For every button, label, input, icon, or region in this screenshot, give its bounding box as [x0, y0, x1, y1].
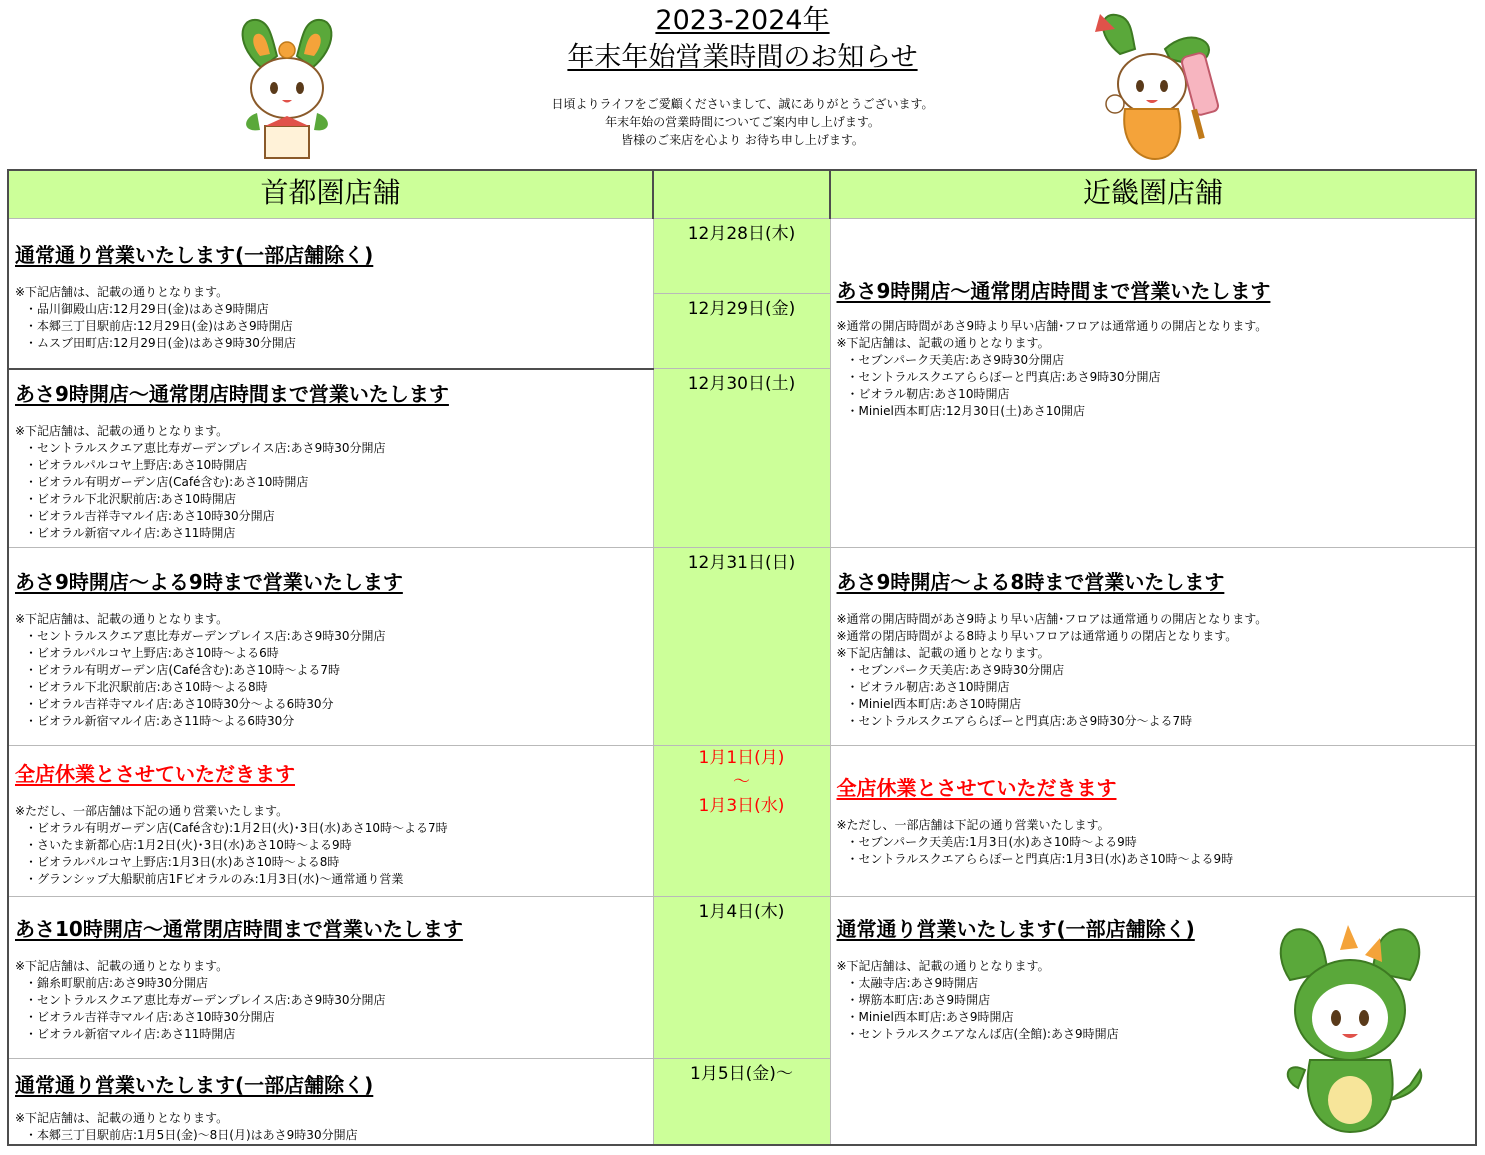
store-item: ・ビオラル有明ガーデン店(Café含む):あさ10時開店: [25, 474, 309, 489]
store-item: ・セブンパーク天美店:あさ9時30分開店: [846, 663, 1065, 677]
store-item: ・Miniel西本町店:12月30日(土)あさ10開店: [846, 404, 1086, 418]
store-item: ・セントラルスクエア恵比寿ガーデンプレイス店:あさ9時30分開店: [25, 629, 386, 643]
block-heading: あさ9時開店～よる8時まで営業いたします: [836, 570, 1225, 594]
date-end: 1月3日(水): [698, 796, 785, 816]
store-item: ・セントラルスクエア恵比寿ガーデンプレイス店:あさ9時30分開店: [25, 993, 386, 1007]
block-note: ※下記店舗は、記載の通りとなります。: [15, 959, 229, 973]
store-item: ・堺筋本町店:あさ9時開店: [846, 993, 991, 1007]
date-cell: 12月31日(日): [653, 548, 830, 746]
store-item: ・ビオラル靭店:あさ10時開店: [846, 680, 1010, 694]
schedule-table: [7, 169, 1477, 1146]
block-heading-closed: 全店休業とさせていただきます: [836, 776, 1117, 800]
block-note: ※下記店舗は、記載の通りとなります。: [15, 612, 229, 626]
title-year: 2023-2024年: [655, 5, 830, 36]
store-item: ・セントラルスクエアららぽーと門真店:1月3日(水)あさ10時～よる9時: [846, 852, 1234, 866]
store-item: ・セントラルスクエアなんば店(全館):あさ9時開店: [846, 1027, 1119, 1041]
store-item: ・ビオラルパルコヤ上野店:1月3日(水)あさ10時～よる8時: [25, 855, 340, 869]
block-heading: あさ9時開店～通常閉店時間まで営業いたします: [836, 279, 1271, 303]
date-cell: 12月30日(土): [653, 369, 830, 548]
store-item: ・ビオラル吉祥寺マルイ店:あさ10時30分開店: [25, 1010, 275, 1024]
column-header-shuto: 首都圏店舗: [8, 170, 653, 219]
kinki-block: [830, 548, 1476, 746]
store-item: ・ビオラルパルコヤ上野店:あさ10時～よる6時: [25, 646, 279, 660]
store-item: ・ビオラルパルコヤ上野店:あさ10時開店: [25, 457, 248, 472]
store-item: ・セントラルスクエアららぽーと門真店:あさ9時30分開店: [846, 370, 1161, 384]
store-item: ・ビオラル有明ガーデン店(Café含む):1月2日(火)･3日(水)あさ10時～よる7時: [25, 821, 448, 835]
shuto-block: [8, 897, 653, 1059]
block-heading: あさ10時開店～通常閉店時間まで営業いたします: [15, 917, 463, 941]
kinki-block: [830, 746, 1476, 897]
mascot-rabbit-hagoita-icon: [1080, 4, 1222, 166]
store-item: ・グランシップ大船駅前店1Fビオラルのみ:1月3日(水)～通常通り営業: [25, 872, 404, 886]
greeting-line: 年末年始の営業時間についてご案内申し上げます。: [605, 115, 880, 129]
store-item: ・ビオラル下北沢駅前店:あさ10時開店: [25, 491, 236, 506]
mascot-dragon-costume-icon: [1270, 910, 1430, 1138]
block-note: ※ただし、一部店舗は下記の通り営業いたします。: [15, 804, 289, 818]
greeting-line: 日頃よりライフをご愛顧くださいまして、誠にありがとうございます。: [551, 97, 934, 111]
store-item: ・Miniel西本町店:あさ9時開店: [846, 1010, 1014, 1024]
store-item: ・さいたま新都心店:1月2日(火)･3日(水)あさ10時～よる9時: [25, 838, 352, 852]
block-note: ※通常の開店時間があさ9時より早い店舗･フロアは通常通りの開店となります。: [836, 612, 1268, 626]
column-header-kinki: 近畿圏店舗: [830, 170, 1476, 219]
store-item: ・本郷三丁目駅前店:12月29日(金)はあさ9時開店: [25, 319, 293, 333]
shuto-block: [8, 548, 653, 746]
store-item: ・ビオラル靭店:あさ10時開店: [846, 387, 1010, 401]
store-item: ・ビオラル新宿マルイ店:あさ11時開店: [25, 1027, 236, 1041]
block-note: ※下記店舗は、記載の通りとなります。: [15, 423, 229, 438]
date-start: 1月1日(月): [698, 748, 785, 768]
page-header: [0, 0, 1485, 168]
store-item: ・品川御殿山店:12月29日(金)はあさ9時開店: [25, 302, 269, 316]
store-item: ・本郷三丁目駅前店:1月5日(金)～8日(月)はあさ9時30分開店: [25, 1128, 358, 1142]
store-item: ・ビオラル有明ガーデン店(Café含む):あさ10時～よる7時: [25, 663, 341, 677]
block-note: ※ただし、一部店舗は下記の通り営業いたします。: [836, 818, 1110, 832]
block-note: ※下記店舗は、記載の通りとなります。: [836, 646, 1050, 660]
store-item: ・セントラルスクエアららぽーと門真店:あさ9時30分～よる7時: [846, 714, 1193, 728]
shuto-block: [8, 219, 653, 369]
page-title: 年末年始営業時間のお知らせ: [567, 42, 918, 73]
block-note: ※下記店舗は、記載の通りとなります。: [836, 959, 1050, 973]
shuto-block: [8, 369, 653, 548]
store-item: ・ビオラル吉祥寺マルイ店:あさ10時30分開店: [25, 508, 275, 523]
date-cell: 12月29日(金): [653, 294, 830, 369]
date-cell-closed: [653, 746, 830, 897]
block-note: ※通常の開店時間があさ9時より早い店舗･フロアは通常通りの開店となります。: [836, 319, 1268, 333]
block-heading: 通常通り営業いたします(一部店舗除く): [836, 917, 1195, 941]
store-item: ・ムスブ田町店:12月29日(金)はあさ9時30分開店: [25, 336, 296, 350]
date-cell: 1月4日(木): [653, 897, 830, 1059]
store-item: ・セブンパーク天美店:1月3日(水)あさ10時～よる9時: [846, 835, 1137, 849]
store-item: ・ビオラル新宿マルイ店:あさ11時開店: [25, 525, 236, 540]
block-note: ※下記店舗は、記載の通りとなります。: [15, 285, 229, 299]
shuto-block: [8, 1059, 653, 1146]
block-heading-closed: 全店休業とさせていただきます: [15, 762, 295, 786]
store-item: ・ビオラル下北沢駅前店:あさ10時～よる8時: [25, 680, 268, 694]
store-item: ・Miniel西本町店:あさ10時開店: [846, 697, 1022, 711]
store-item: ・錦糸町駅前店:あさ9時30分開店: [25, 976, 208, 990]
date-cell: 12月28日(木): [653, 219, 830, 294]
block-note: ※下記店舗は、記載の通りとなります。: [15, 1111, 229, 1125]
store-item: ・太融寺店:あさ9時開店: [846, 976, 979, 990]
block-heading: 通常通り営業いたします(一部店舗除く): [15, 243, 374, 267]
block-heading: あさ9時開店～通常閉店時間まで営業いたします: [15, 381, 449, 406]
block-note: ※下記店舗は、記載の通りとなります。: [836, 336, 1050, 350]
store-item: ・セブンパーク天美店:あさ9時30分開店: [846, 353, 1065, 367]
block-heading: あさ9時開店～よる9時まで営業いたします: [15, 570, 403, 594]
store-item: ・ビオラル新宿マルイ店:あさ11時～よる6時30分: [25, 714, 295, 728]
block-note: ※通常の閉店時間がよる8時より早いフロアは通常通りの閉店となります。: [836, 629, 1238, 643]
date-cell: 1月5日(金)〜: [653, 1059, 830, 1146]
kinki-block: [830, 219, 1476, 548]
column-header-date: [653, 170, 830, 219]
date-range-tilde: 〜: [733, 772, 750, 792]
block-heading: 通常通り営業いたします(一部店舗除く): [15, 1073, 374, 1097]
greeting-line: 皆様のご来店を心より お待ち申し上げます。: [621, 133, 864, 147]
store-item: ・セントラルスクエア恵比寿ガーデンプレイス店:あさ9時30分開店: [25, 440, 386, 455]
shuto-block: [8, 746, 653, 897]
store-item: ・ビオラル吉祥寺マルイ店:あさ10時30分～よる6時30分: [25, 697, 334, 711]
